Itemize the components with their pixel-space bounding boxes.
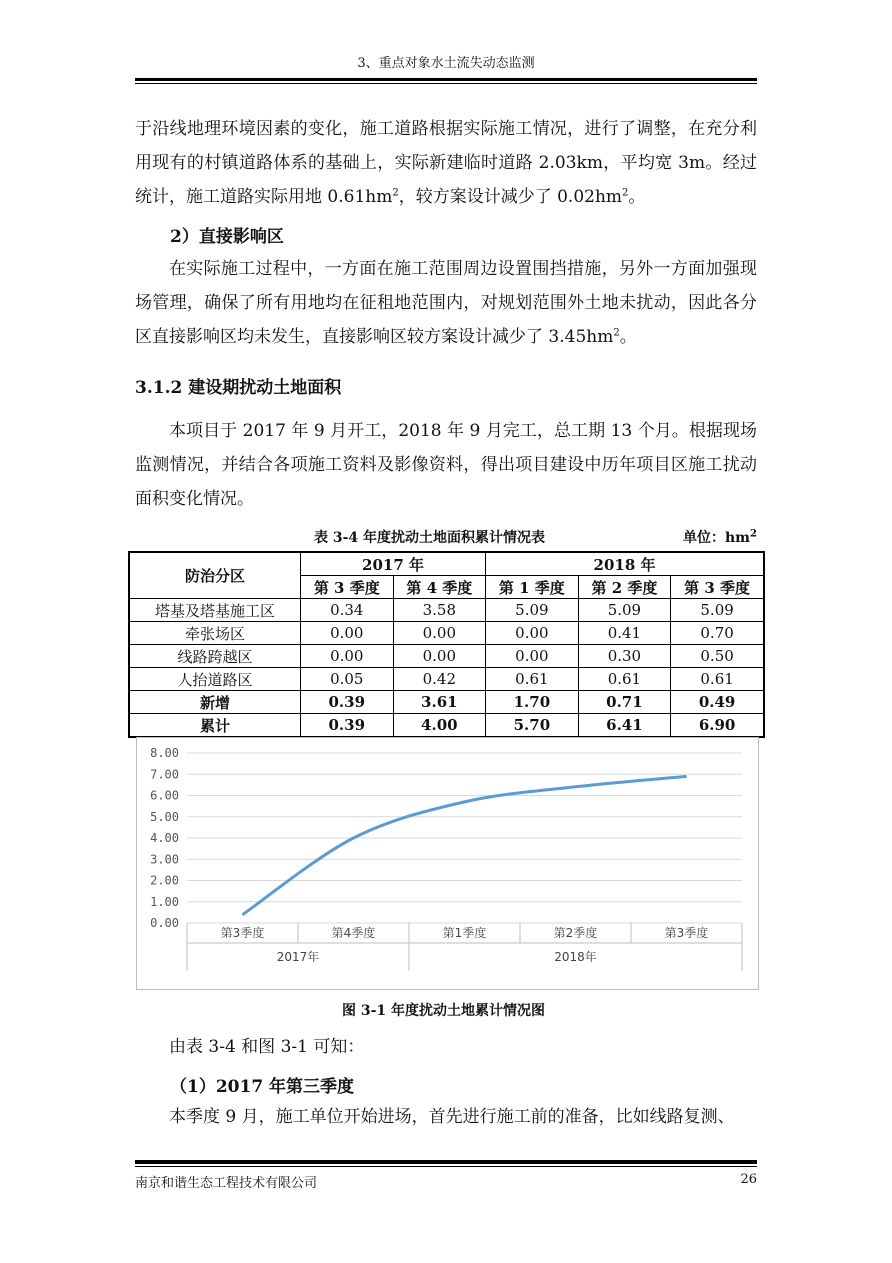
chart-frame	[136, 737, 759, 990]
y-tick-label: 8.00	[150, 746, 179, 760]
x-tick-label: 第3季度	[664, 926, 709, 940]
header-rule-thin	[135, 83, 757, 84]
paragraph-intro: 由表 3-4 和图 3-1 可知：	[169, 1037, 365, 1057]
cumulative-line-chart	[137, 738, 758, 989]
data-point	[575, 786, 576, 787]
page-number: 26	[740, 1172, 757, 1187]
col-zone: 防治分区	[129, 552, 301, 599]
y-tick-label: 5.00	[150, 809, 179, 824]
x-tick-label: 第1季度	[442, 926, 487, 940]
table-row-new: 新增 0.39 3.61 1.70 0.71 0.49	[129, 691, 764, 714]
heading-direct-impact: 2）直接影响区	[170, 227, 284, 247]
figure-caption: 图 3-1 年度扰动土地累计情况图	[342, 1003, 546, 1019]
page-header: 3、重点对象水土流失动态监测	[357, 56, 535, 71]
table-caption: 表 3-4 年度扰动土地面积累计情况表	[314, 530, 546, 546]
footer-rule-thin	[135, 1166, 757, 1167]
table-row: 塔基及塔基施工区 0.34 3.58 5.09 5.09 5.09	[129, 599, 764, 622]
y-tick-label: 1.00	[150, 894, 179, 909]
x-tick-label: 第2季度	[553, 926, 598, 940]
paragraph-road: 于沿线地理环境因素的变化，施工道路根据实际施工情况，进行了调整，在充分利用现有的村镇道路体系的基础上，实际新建临时道路 2.03km，平均宽 3m。经过统计，施工道路实际用地 $0.61hm^2$，较方案设计减少了 $0.02hm^2$。	[135, 119, 757, 207]
footer-rule	[135, 1160, 757, 1164]
year-2017: 2017 年	[301, 552, 486, 576]
y-tick-label: 3.00	[150, 852, 179, 867]
series-line	[243, 776, 687, 914]
data-point	[686, 776, 687, 777]
y-tick-label: 2.00	[150, 873, 179, 888]
quarter-header: 第 3 季度	[671, 576, 764, 599]
y-tick-label: 7.00	[150, 767, 179, 782]
y-tick-label: 4.00	[150, 831, 179, 845]
table-unit: 单位：$hm^2$	[683, 528, 757, 546]
quarter-header: 第 4 季度	[393, 576, 486, 599]
table-row: 线路跨越区 0.00 0.00 0.00 0.30 0.50	[129, 645, 764, 668]
paragraph-direct-impact: 在实际施工过程中，一方面在施工范围周边设置围挡措施，另外一方面加强现场管理，确保了所有用地均在征租地范围内，对规划范围外土地未扰动，因此各分区直接影响区均未发生，直接影响区较方案设计减少了 $3.45hm^2$。	[135, 259, 757, 347]
data-point	[464, 801, 465, 802]
paragraph-2017-q3: 本季度 9 月，施工单位开始进场，首先进行施工前的准备，比如线路复测、	[169, 1107, 735, 1127]
table-row: 牵张场区 0.00 0.00 0.00 0.41 0.70	[129, 622, 764, 645]
header-rule	[135, 78, 757, 81]
y-tick-label: 0.00	[150, 916, 179, 930]
data-point	[353, 838, 354, 839]
table-row: 人抬道路区 0.05 0.42 0.61 0.61 0.61	[129, 668, 764, 691]
year-2018: 2018 年	[486, 552, 764, 576]
data-point	[242, 914, 243, 915]
footer-company: 南京和谐生态工程技术有限公司	[135, 1176, 318, 1191]
quarter-header: 第 1 季度	[486, 576, 579, 599]
x-group-label: 2018年	[554, 950, 597, 964]
disturbance-table	[128, 551, 765, 738]
heading-2017-q3: （1）2017 年第三季度	[170, 1077, 355, 1097]
paragraph-312: 本项目于 2017 年 9 月开工，2018 年 9 月完工，总工期 13 个月。根据现场监测情况，并结合各项施工资料及影像资料，得出项目建设中历年项目区施工扰动面积变化情况。	[135, 421, 757, 509]
y-tick-label: 6.00	[150, 788, 179, 803]
table-row-total: 累计 0.39 4.00 5.70 6.41 6.90	[129, 714, 764, 738]
quarter-header: 第 2 季度	[578, 576, 671, 599]
heading-312: 3.1.2 建设期扰动土地面积	[135, 378, 342, 398]
x-group-label: 2017年	[276, 950, 320, 964]
x-tick-label: 第3季度	[220, 926, 265, 940]
quarter-header: 第 3 季度	[301, 576, 394, 599]
x-tick-label: 第4季度	[331, 926, 376, 940]
